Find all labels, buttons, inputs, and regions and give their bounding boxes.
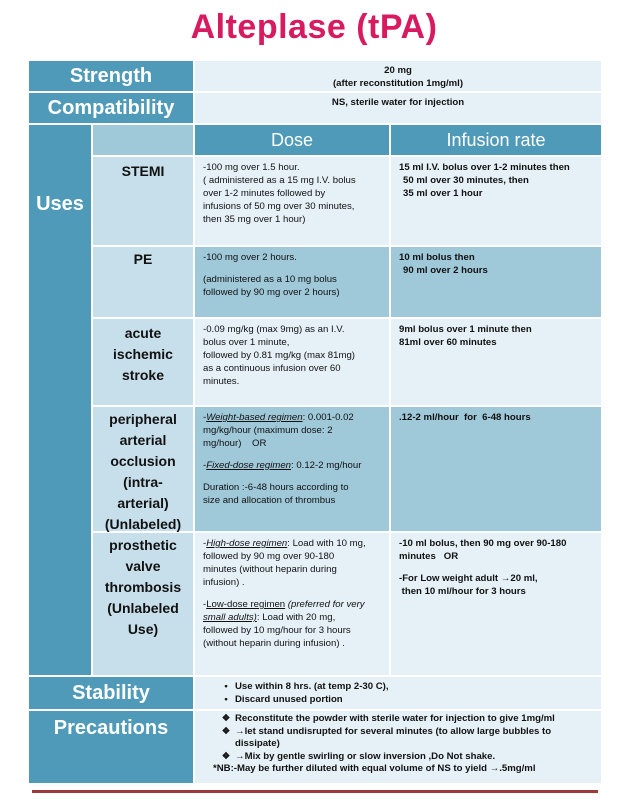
strength-label [28, 60, 194, 92]
pao-gap [203, 450, 381, 459]
pvt-rate-line: -For Low weight adult →20 ml, [399, 573, 538, 584]
pvt-label-line: (Unlabeled [107, 600, 179, 616]
bullet-dot-icon: • [224, 694, 228, 705]
stability-item-text: Use within 8 hrs. (at temp 2-30 C), [235, 681, 389, 692]
diamond-bullet-icon: ❖ [221, 750, 231, 762]
page-title: Alteplase (tPA) [190, 8, 438, 46]
pe-rate-line: 10 ml bolus then [399, 252, 475, 263]
stemi-dose [194, 156, 390, 246]
infusion-header-text: Infusion rate [446, 129, 546, 150]
pvt-low-line2 [203, 611, 381, 624]
pao-label-line: occlusion [110, 453, 176, 469]
pvt-dose-line: (without heparin during infusion) . [203, 638, 345, 649]
pvt-gap [399, 563, 593, 572]
pao-rate [390, 406, 602, 532]
stroke-rate-line: 81ml over 60 minutes [399, 337, 497, 348]
pvt-low-regimen: Low-dose regimen [206, 599, 286, 610]
precaution-note: *NB:-May be further diluted with equal volume of NS to yield →.5mg/ml [213, 763, 536, 774]
pao-fixed-regimen: Fixed-dose regimen [206, 460, 291, 471]
uses-header-spacer [92, 124, 194, 156]
pe-rate-line: 90 ml over 2 hours [403, 265, 488, 276]
pvt-low-line: -Low-dose regimen (preferred for very [203, 599, 365, 610]
stemi-rate-line: 35 ml over 1 hour [403, 188, 483, 199]
strength-label-text: Strength [69, 64, 153, 87]
stroke-dose-line: -0.09 mg/kg (max 9mg) as an I.V. [203, 324, 345, 335]
strength-line2: (after reconstitution 1mg/ml) [332, 78, 464, 89]
precaution-item-text: →let stand undisrupted for several minutes (to allow large bubbles to [235, 725, 552, 737]
strength-value [194, 60, 602, 92]
pvt-rate-line: -10 ml bolus, then 90 mg over 90-180 [399, 538, 567, 549]
stability-label-text: Stability [72, 681, 150, 704]
pao-label-line: (Unlabeled) [104, 516, 182, 532]
pvt-dose-line: followed by 10 mg/hour for 3 hours [203, 625, 351, 636]
compatibility-label-text: Compatibility [47, 96, 175, 119]
precaution-item [217, 713, 597, 726]
strength-line1: 20 mg [384, 65, 412, 76]
pao-label-line: arterial [119, 432, 167, 448]
stability-item-text: Discard unused portion [235, 694, 343, 705]
dose-header-text: Dose [270, 129, 314, 150]
stroke-label [92, 318, 194, 406]
pvt-label-line: Use) [127, 621, 159, 637]
compatibility-value [194, 92, 602, 124]
pao-dose [194, 406, 390, 532]
pe-dose-line: followed by 90 mg over 2 hours) [203, 287, 340, 298]
diamond-bullet-icon: ❖ [221, 725, 231, 737]
infusion-header [390, 124, 602, 156]
footer-divider [32, 790, 598, 793]
pvt-high-regimen: High-dose regimen [206, 538, 288, 549]
stroke-rate-line: 9ml bolus over 1 minute then [399, 324, 532, 335]
pao-dose-line: mg/hour) OR [203, 438, 267, 449]
bullet-dot-icon: • [224, 681, 228, 692]
stemi-dose-line: over 1-2 minutes followed by [203, 188, 326, 199]
pao-fixed-rest: : 0.12-2 mg/hour [291, 460, 362, 471]
stroke-label-line: stroke [121, 367, 165, 383]
pe-dose [194, 246, 390, 318]
dose-header [194, 124, 390, 156]
pvt-dose-line: minutes (without heparin during [203, 564, 337, 575]
stemi-dose-line: infusions of 50 mg over 30 minutes, [203, 201, 355, 212]
compatibility-label [28, 92, 194, 124]
stroke-dose-line: followed by 0.81 mg/kg (max 81mg) [203, 350, 355, 361]
stability-item [217, 693, 601, 706]
diamond-bullet-icon: ❖ [221, 713, 231, 724]
stroke-dose-line: as a continuous infusion over 60 [203, 363, 341, 374]
pvt-label-line: prosthetic [109, 537, 177, 553]
pvt-dose-line: followed by 90 mg over 90-180 [203, 551, 335, 562]
pao-fixed-line: -Fixed-dose regimen: 0.12-2 mg/hour [203, 460, 362, 471]
stability-value [194, 676, 602, 710]
pe-label-text: PE [133, 251, 153, 267]
stroke-dose [194, 318, 390, 406]
precaution-item [217, 726, 597, 739]
precautions-label-text: Precautions [53, 717, 169, 739]
pe-dose-line: -100 mg over 2 hours. [203, 252, 297, 263]
stemi-rate [390, 156, 602, 246]
pvt-low-rest: (preferred for very [285, 599, 365, 610]
stroke-rate [390, 318, 602, 406]
pvt-label-line: thrombosis [104, 579, 182, 595]
compatibility-text: NS, sterile water for injection [331, 97, 465, 108]
stroke-label-line: ischemic [113, 346, 173, 362]
uses-label-text: Uses [36, 193, 84, 215]
pvt-gap [203, 589, 381, 598]
pvt-low-l2u: small adults) [203, 612, 257, 623]
stemi-label-text: STEMI [121, 163, 165, 179]
pvt-label-line: valve [125, 558, 161, 574]
pvt-rate-line: minutes OR [399, 551, 459, 562]
pvt-high-rest: : Load with 10 mg, [287, 538, 366, 549]
stemi-dose-line: -100 mg over 1.5 hour. [203, 162, 300, 173]
pao-label-line: arterial) [117, 495, 169, 511]
stability-label [28, 676, 194, 710]
stemi-rate-line: 15 ml I.V. bolus over 1-2 minutes then [399, 162, 570, 173]
stemi-dose-line: then 35 mg over 1 hour) [203, 214, 306, 225]
pvt-label [92, 532, 194, 676]
pao-duration-line: size and allocation of thrombus [203, 495, 336, 506]
precaution-item-text: →Mix by gentle swirling or slow inversion ,Do Not shake. [235, 750, 496, 762]
pvt-rate-line: then 10 ml/hour for 3 hours [399, 586, 526, 597]
pvt-dose [194, 532, 390, 676]
stability-item [217, 680, 601, 693]
stemi-label [92, 156, 194, 246]
pao-label-line: peripheral [109, 411, 177, 427]
precaution-item-cont: dissipate) [235, 738, 280, 749]
stroke-dose-line: minutes. [203, 376, 240, 387]
pe-dose-gap [203, 264, 381, 273]
pvt-high-line: -High-dose regimen: Load with 10 mg, [203, 538, 366, 549]
uses-label [28, 124, 92, 676]
pe-dose-line: (administered as a 10 mg bolus [203, 274, 337, 285]
pe-label [92, 246, 194, 318]
pao-label [92, 406, 194, 532]
stroke-dose-line: bolus over 1 minute, [203, 337, 290, 348]
pao-weight-rest: : 0.001-0.02 [302, 412, 354, 423]
pao-duration-line: Duration :-6-48 hours according to [203, 482, 349, 493]
pvt-rate [390, 532, 602, 676]
precautions-label [28, 710, 194, 784]
pe-rate [390, 246, 602, 318]
precautions-value [194, 710, 602, 784]
pao-rate-line: .12-2 ml/hour for 6-48 hours [399, 412, 531, 423]
precaution-item [217, 751, 597, 764]
pao-gap [203, 472, 381, 481]
stroke-label-line: acute [124, 325, 162, 341]
pao-weight-line: -Weight-based regimen: 0.001-0.02 [203, 412, 354, 423]
pao-weight-regimen: Weight-based regimen [206, 412, 303, 423]
pao-dose-line: mg/kg/hour (maximum dose: 2 [203, 425, 333, 436]
stemi-rate-line: 50 ml over 30 minutes, then [403, 175, 529, 186]
stemi-dose-line: ( administered as a 15 mg I.V. bolus [203, 175, 356, 186]
pvt-dose-line: infusion) . [203, 577, 245, 588]
precaution-item-text: Reconstitute the powder with sterile water for injection to give 1mg/ml [235, 713, 555, 724]
pao-label-line: (intra- [123, 474, 163, 490]
pvt-low-l2rest: : Load with 20 mg, [256, 612, 336, 623]
